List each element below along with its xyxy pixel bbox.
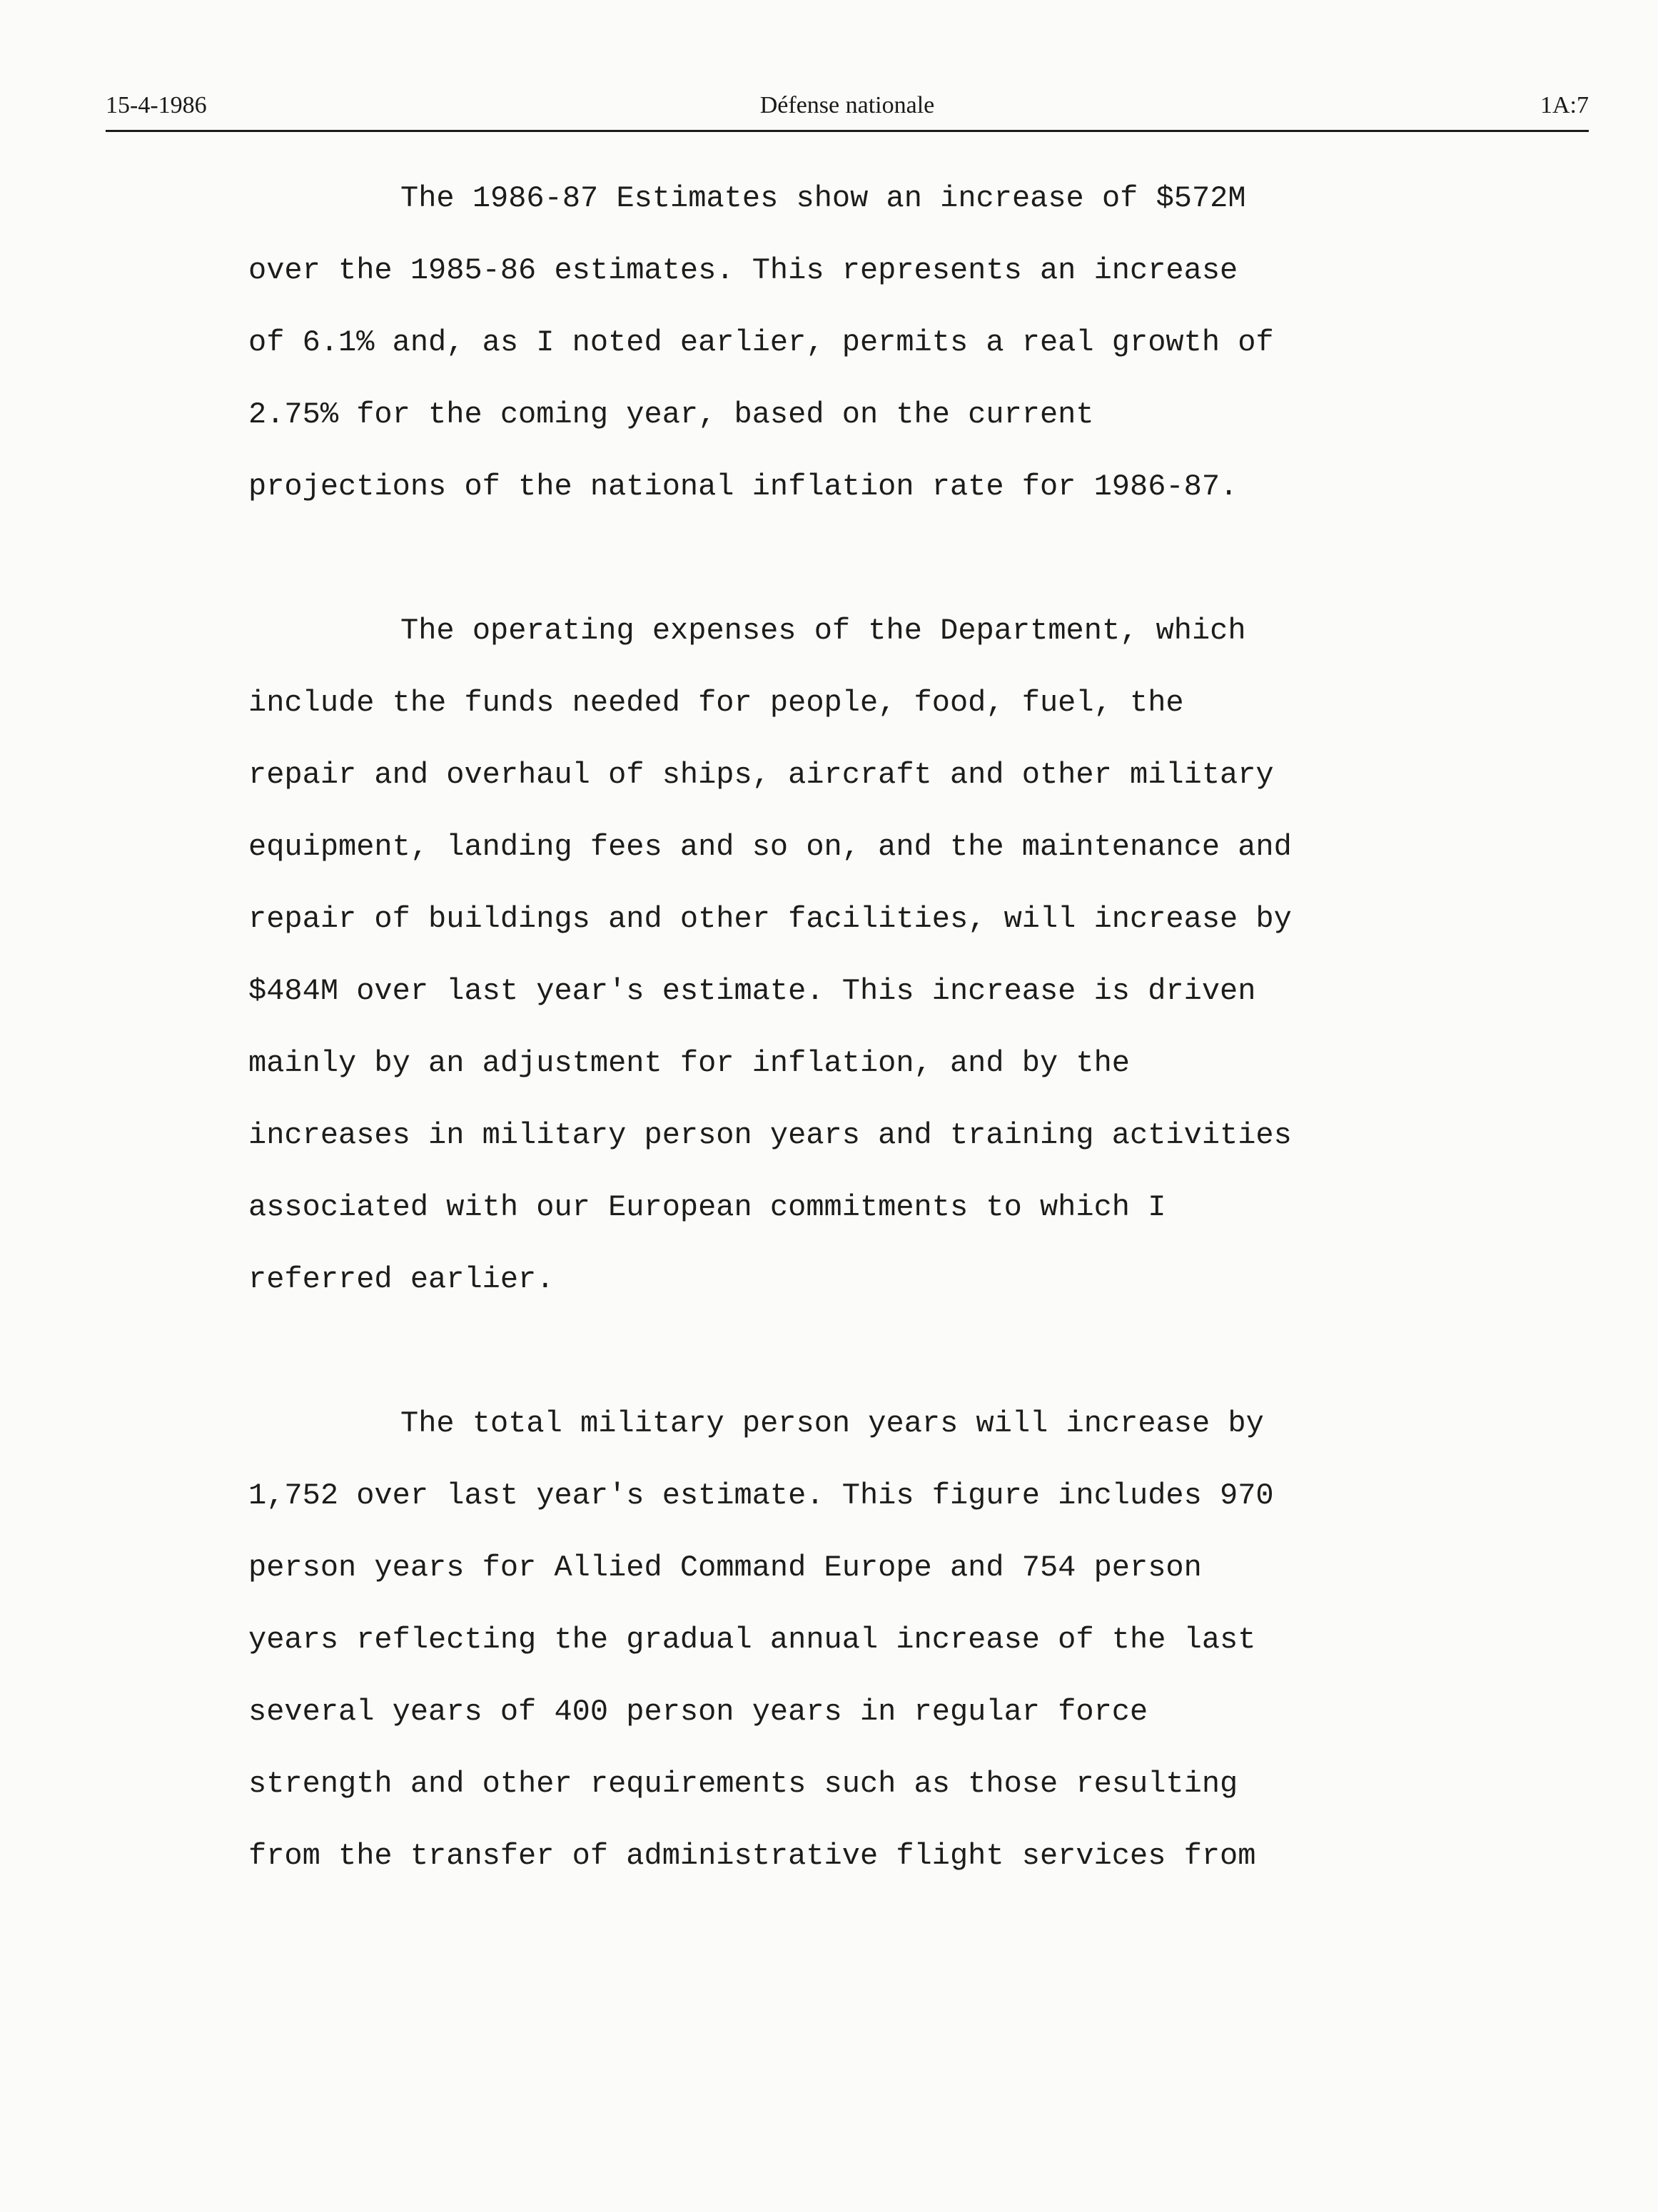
- page-header: [106, 87, 1589, 132]
- paragraph-person-years: The total military person years will increase by 1,752 over last year's estimate. This figure includes 970 person years for Allied Command Europe and 754 person years reflecting the gradual annual increase of the last several years of 400 person years in regular force strength and other requirements such as those resulting from the transfer of administrative flight services from: [248, 1406, 1274, 1873]
- paragraph-estimates-increase: The 1986-87 Estimates show an increase of $572M over the 1985-86 estimates. This represents an increase of 6.1% and, as I noted earlier, permits a real growth of 2.75% for the coming year, based on the current projections of the national inflation rate for 1986-87.: [248, 181, 1274, 504]
- document-body: [248, 163, 1505, 1892]
- header-date: 15-4-1986: [106, 92, 207, 118]
- header-page-number: 1A:7: [1540, 92, 1589, 118]
- paragraph-operating-expenses: The operating expenses of the Department, which include the funds needed for people, food, fuel, the repair and overhaul of ships, aircraft and other military equipment, landing fees and so on, and the maintenance and repair of buildings and other facilities, will increase by $484M over last year's estimate. This increase is driven mainly by an adjustment for inflation, and by the increases in military person years and training activities associated with our European commitments to which I referred earlier.: [248, 614, 1292, 1297]
- header-title: Défense nationale: [759, 92, 935, 118]
